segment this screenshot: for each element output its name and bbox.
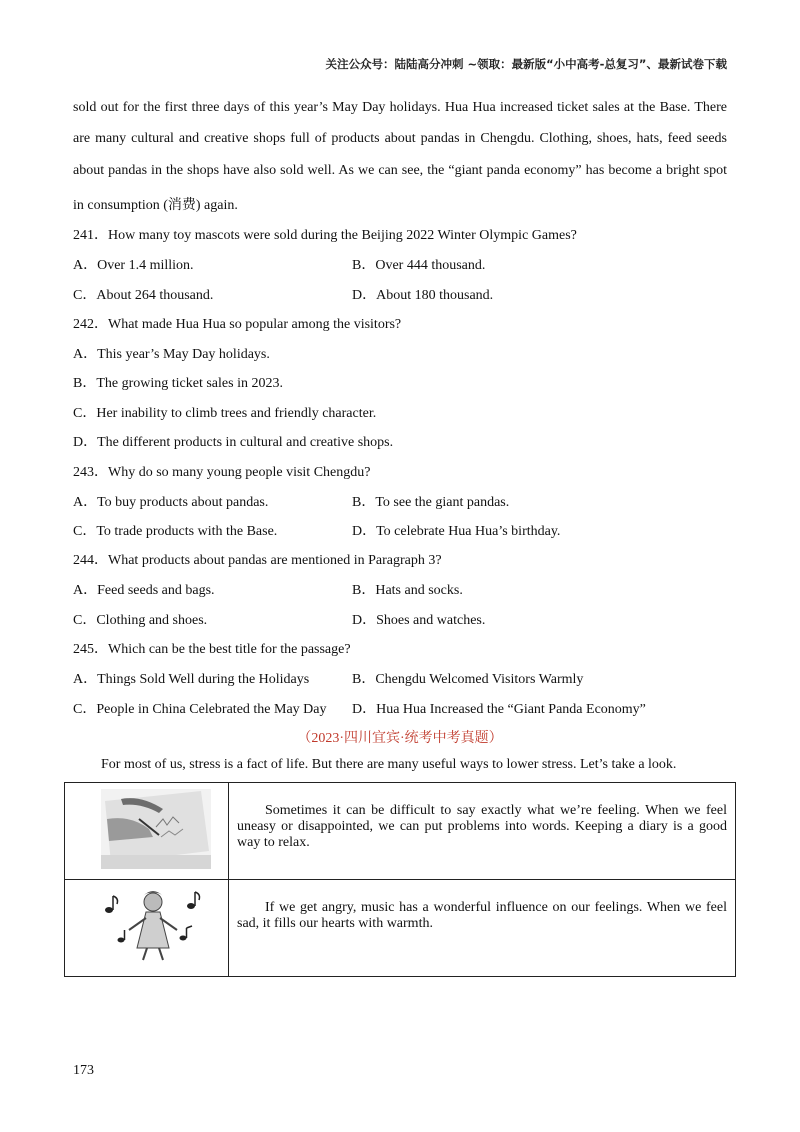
- image-cell: [65, 783, 229, 880]
- option-c: C．Her inability to climb trees and friendly character.: [73, 406, 377, 421]
- option-b: B．To see the giant pandas.: [352, 495, 510, 510]
- question-stem: 244．What products about pandas are mentioned in Paragraph 3?: [73, 553, 442, 568]
- option-d: D．To celebrate Hua Hua’s birthday.: [352, 524, 561, 539]
- page-number: 173: [73, 1063, 94, 1078]
- tip-text: Sometimes it can be difficult to say exactly what we’re feeling. When we feel uneasy or disappointed, we can put problems into words. Keeping a diary is a good way to relax.: [229, 783, 736, 880]
- option-d: D．About 180 thousand.: [352, 288, 494, 303]
- table-row: [65, 783, 736, 880]
- option-a: A．Things Sold Well during the Holidays: [73, 672, 310, 687]
- option-d: D．Hua Hua Increased the “Giant Panda Economy”: [352, 702, 646, 717]
- option-b: B．Hats and socks.: [352, 583, 463, 598]
- question-stem: 242．What made Hua Hua so popular among the visitors?: [73, 317, 402, 332]
- option-a: A．Over 1.4 million.: [73, 258, 194, 273]
- option-d: D．The different products in cultural and creative shops.: [73, 435, 394, 450]
- question-stem: 243．Why do so many young people visit Chengdu?: [73, 465, 371, 480]
- passage-line: in consumption (消费) again.: [73, 198, 238, 213]
- option-b: B．The growing ticket sales in 2023.: [73, 376, 283, 391]
- passage-line: are many cultural and creative shops full of products about pandas in Chengdu. Clothing, shoes, hats, feed seeds: [73, 131, 727, 146]
- passage-line: about pandas in the shops have also sold well. As we can see, the “giant panda economy” has become a bright spot: [73, 163, 727, 178]
- option-a: A．This year’s May Day holidays.: [73, 347, 270, 362]
- girl-music-notes-illustration: [99, 888, 203, 964]
- option-c: C．Clothing and shoes.: [73, 613, 208, 628]
- option-b: B．Chengdu Welcomed Visitors Warmly: [352, 672, 584, 687]
- option-b: B．Over 444 thousand.: [352, 258, 486, 273]
- writing-diary-illustration: [101, 789, 211, 869]
- passage-line: sold out for the first three days of this year’s May Day holidays. Hua Hua increased ticket sales at the Base. There: [73, 100, 727, 115]
- page-header: 关注公众号：陆陆高分冲刺 ~领取：最新版“小中高考-总复习”、最新试卷下载: [325, 57, 727, 71]
- table-row: [65, 880, 736, 977]
- option-c: C．About 264 thousand.: [73, 288, 214, 303]
- source-tag: （2023·四川宜宾·统考中考真题）: [297, 731, 503, 746]
- question-stem: 245．Which can be the best title for the passage?: [73, 642, 351, 657]
- option-d: D．Shoes and watches.: [352, 613, 486, 628]
- option-a: A．To buy products about pandas.: [73, 495, 269, 510]
- image-cell: [65, 880, 229, 977]
- intro-paragraph: For most of us, stress is a fact of life. But there are many useful ways to lower stress. Let’s take a look.: [101, 757, 677, 772]
- option-c: C．People in China Celebrated the May Day: [73, 702, 327, 717]
- question-stem: 241．How many toy mascots were sold during the Beijing 2022 Winter Olympic Games?: [73, 228, 577, 243]
- option-a: A．Feed seeds and bags.: [73, 583, 215, 598]
- stress-tips-table: [64, 782, 736, 977]
- option-c: C．To trade products with the Base.: [73, 524, 278, 539]
- tip-text: If we get angry, music has a wonderful influence on our feelings. When we feel sad, it fills our hearts with warmth.: [229, 880, 736, 977]
